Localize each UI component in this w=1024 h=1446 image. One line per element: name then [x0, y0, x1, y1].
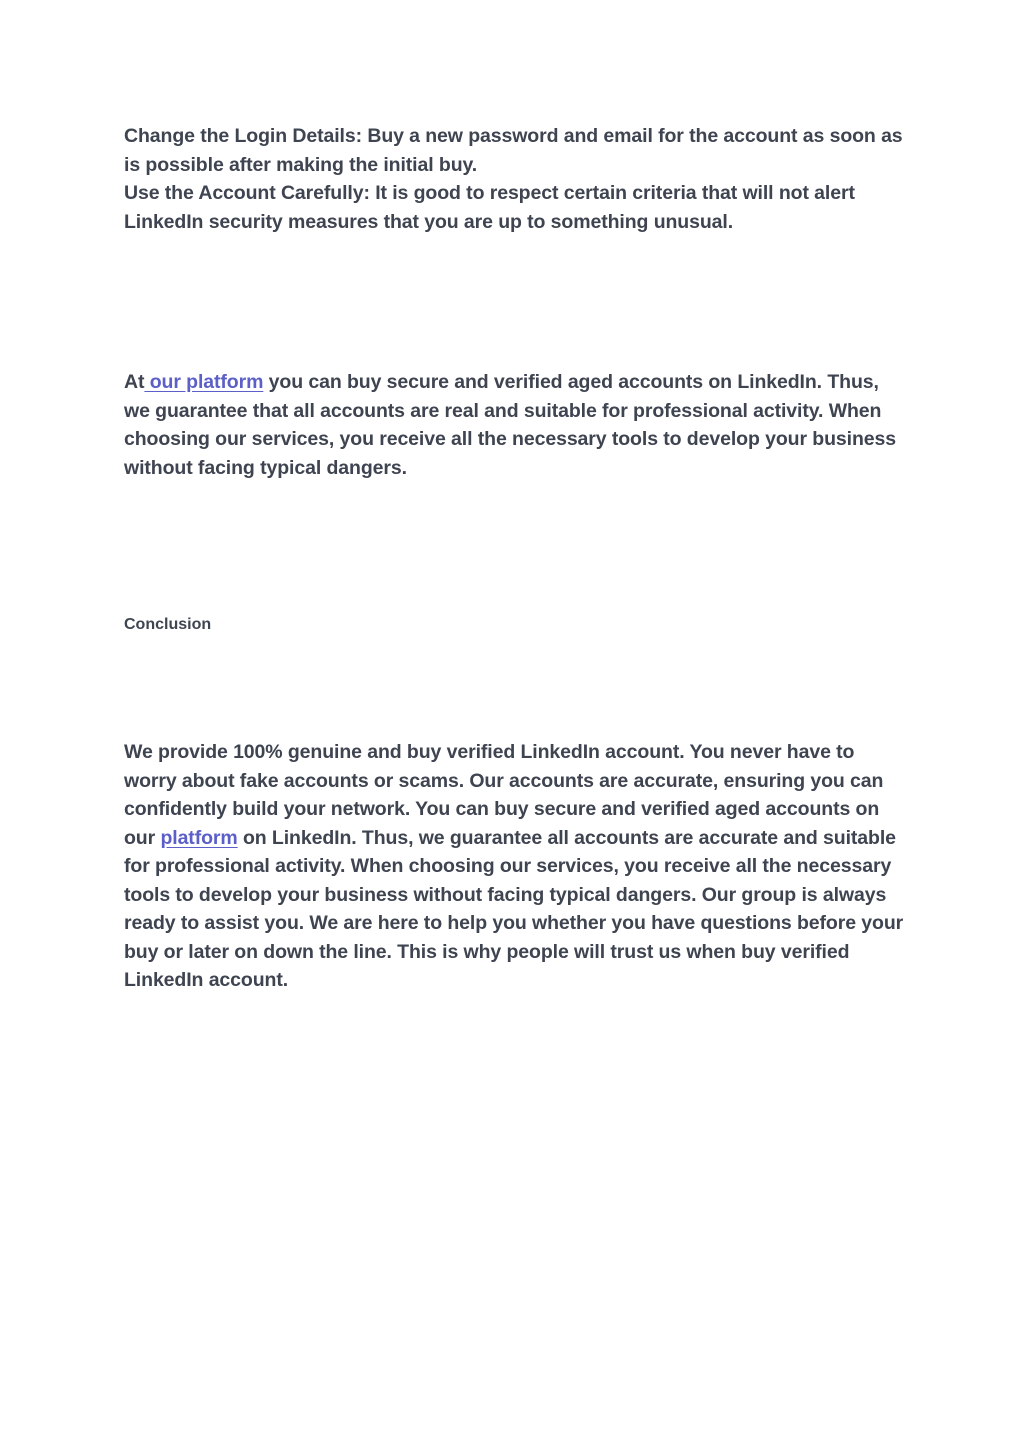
tips-paragraph — [124, 122, 904, 236]
tip-change-login: Change the Login Details: Buy a new password and email for the account as soon as is possible after making the initial buy. — [124, 125, 903, 176]
conclusion-paragraph-rest: on LinkedIn. Thus, we guarantee all accounts are accurate and suitable for professional activity. When choosing our services, you receive all the necessary tools to develop your business without facing typical dangers. Our group is always ready to assist you. We are here to help you whether you have questions before your buy or later on down the line. This is why people will trust us when buy verified LinkedIn account. — [124, 826, 904, 991]
platform-paragraph-start: At — [124, 371, 145, 393]
platform-paragraph — [124, 368, 904, 482]
conclusion-paragraph-start: We provide 100% genuine and buy verified LinkedIn account. You never have to worry about fake accounts or scams. Our accounts are accurate, ensuring you can confidently build your network. You can buy secure and verified aged accounts on our — [124, 741, 884, 849]
conclusion-heading: Conclusion — [124, 616, 212, 633]
tip-use-carefully: Use the Account Carefully: It is good to respect certain criteria that will not alert LinkedIn security measures that you are up to something unusual. — [124, 182, 855, 233]
platform-link[interactable]: platform — [160, 826, 238, 849]
our-platform-link[interactable]: our platform — [144, 371, 264, 393]
platform-paragraph-rest: you can buy secure and verified aged accounts on LinkedIn. Thus, we guarantee that all accounts are real and suitable for professional activity. When choosing our services, you receive all the necessary tools to develop your business without facing typical dangers. — [124, 371, 896, 479]
conclusion-paragraph — [124, 738, 904, 995]
